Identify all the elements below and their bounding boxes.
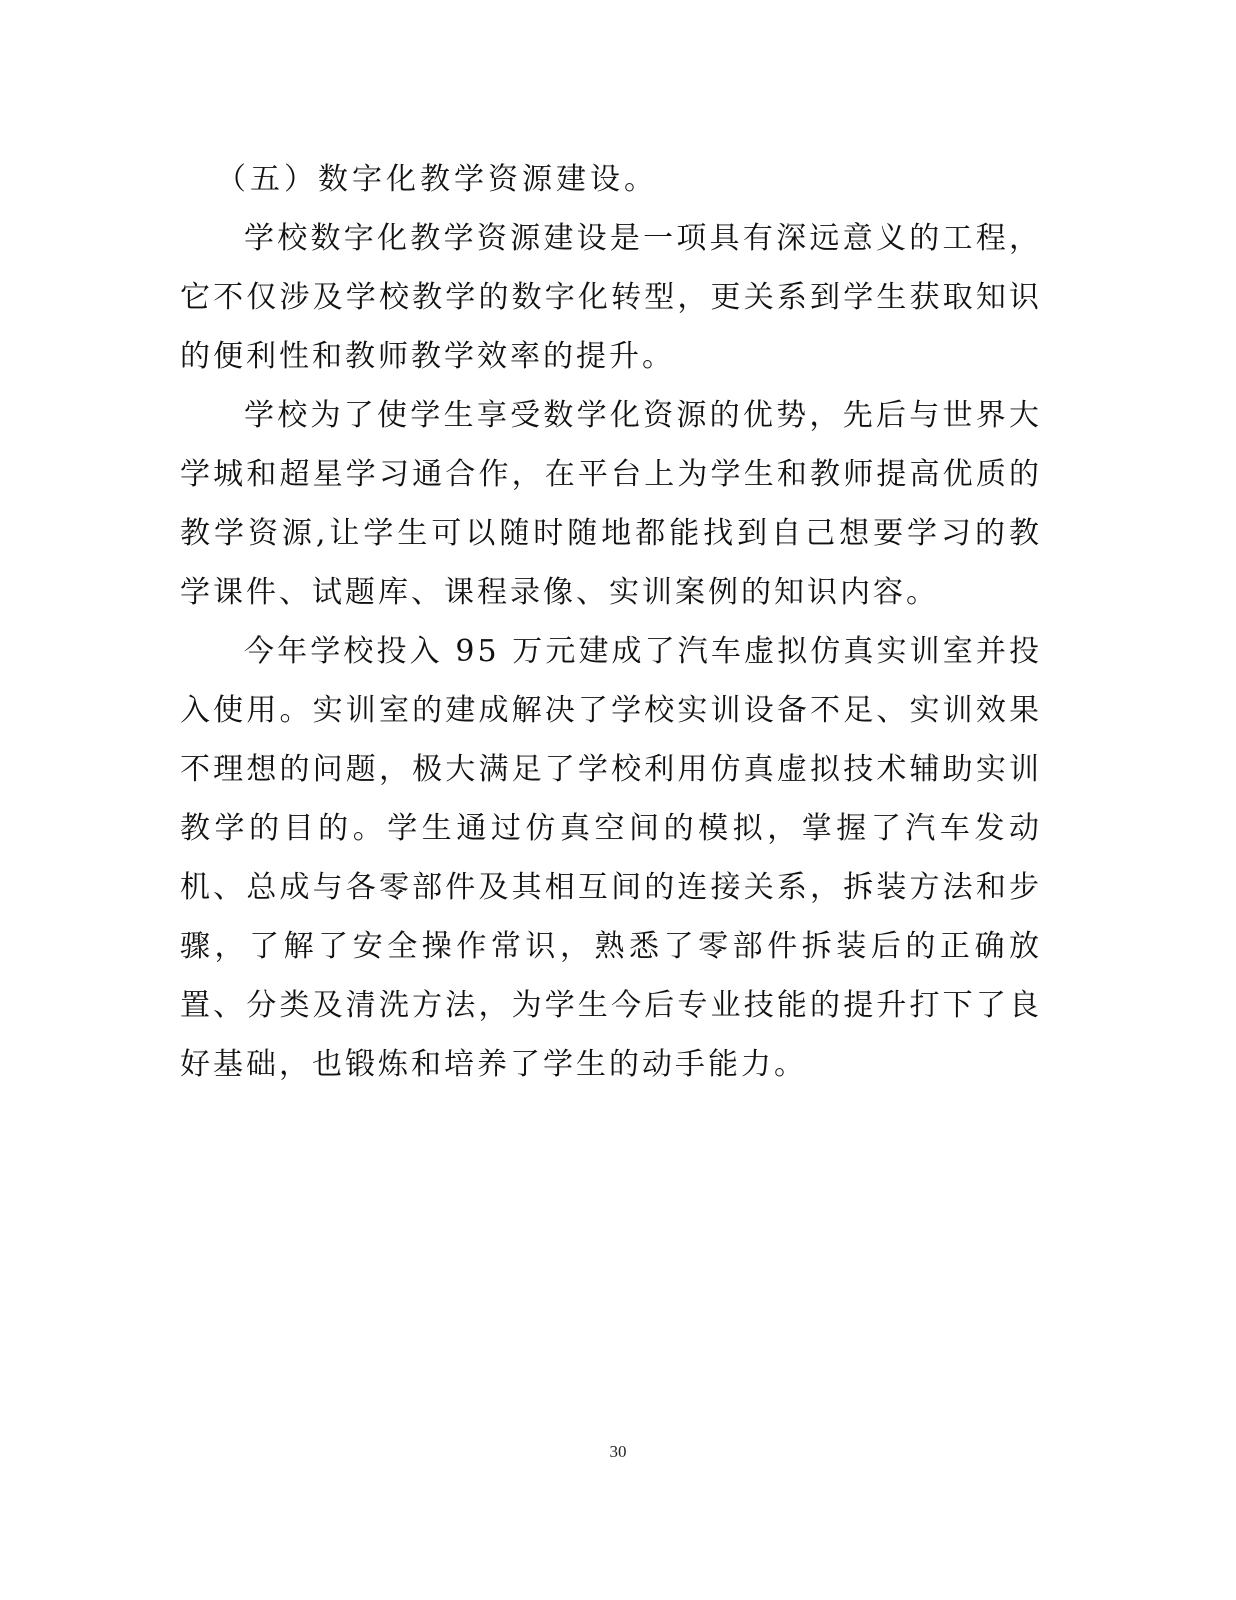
- paragraph-virtual-training-room: 今年学校投入 95 万元建成了汽车虚拟仿真实训室并投入使用。实训室的建成解决了学校实训设备不足、实训效果不理想的问题，极大满足了学校利用仿真虚拟技术辅助实训教学的目的。学生通过仿真空间的模拟，掌握了汽车发动机、总成与各零部件及其相互间的连接关系，拆装方法和步骤，了解了安全操作常识，熟悉了零部件拆装后的正确放置、分类及清洗方法，为学生今后专业技能的提升打下了良好基础，也锻炼和培养了学生的动手能力。: [180, 634, 1042, 1082]
- paragraph-digital-resources: 学校数字化教学资源建设是一项具有深远意义的工程，它不仅涉及学校教学的数字化转型，更关系到学生获取知识的便利性和教师教学效率的提升。: [180, 221, 1042, 374]
- section-heading: （五）数字化教学资源建设。: [216, 162, 658, 197]
- page-number: 30: [609, 1442, 627, 1461]
- paragraph-platform-cooperation: 学校为了使学生享受数学化资源的优势，先后与世界大学城和超星学习通合作，在平台上为学生和教师提高优质的教学资源,让学生可以随时随地都能找到自己想要学习的教学课件、试题库、课程录像、实训案例的知识内容。: [180, 398, 1042, 610]
- page-content: [180, 150, 1042, 1094]
